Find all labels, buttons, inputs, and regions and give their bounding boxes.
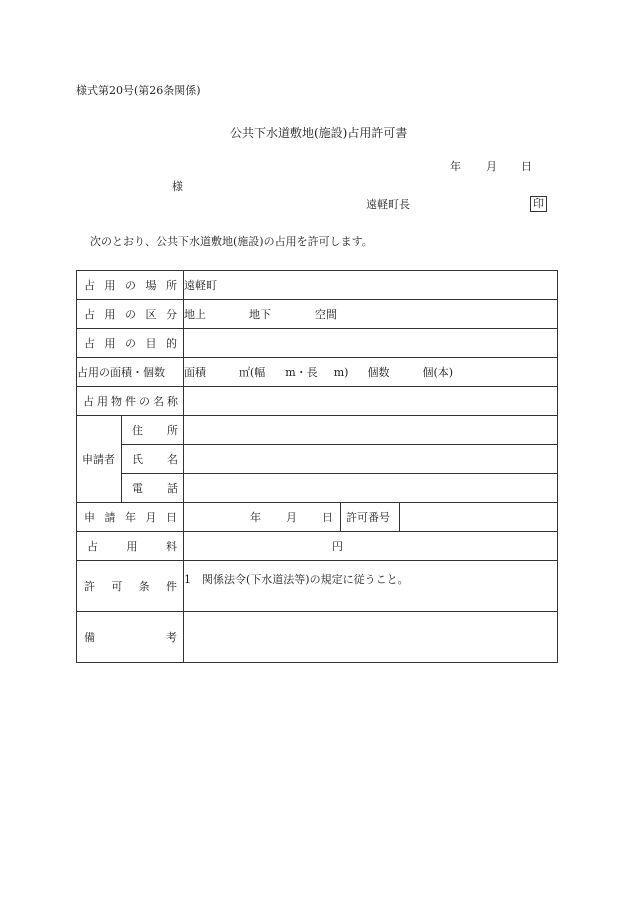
row-remarks — [77, 612, 558, 663]
location-label: 占 用 の 場 所 — [84, 279, 177, 292]
purpose-label: 占 用 の 目 的 — [84, 337, 177, 350]
object-name-label: 占 用 物 件 の 名 称 — [83, 395, 178, 408]
category-above-ground: 地上 — [184, 308, 206, 321]
row-purpose — [77, 329, 558, 358]
category-label: 占 用 の 区 分 — [84, 308, 177, 321]
fee-unit: 円 — [332, 540, 343, 553]
category-options[interactable] — [184, 300, 558, 329]
date-month: 月 — [486, 160, 497, 173]
issuer: 遠軽町長 — [366, 198, 410, 211]
row-applicant-name — [77, 445, 558, 474]
address-value[interactable] — [184, 416, 558, 445]
conditions-value[interactable]: 1 関係法令(下水道法等)の規定に従うこと。 — [184, 561, 558, 612]
row-application-date — [77, 503, 558, 532]
applicant-label: 申請者 — [77, 416, 122, 503]
object-name-value[interactable] — [184, 387, 558, 416]
area-label: 占用の面積・個数 — [77, 358, 184, 387]
location-value[interactable]: 遠軽町 — [184, 271, 558, 300]
phone-label: 電 話 — [132, 482, 178, 495]
page-title: 公共下水道敷地(施設)占用許可書 — [230, 126, 408, 140]
form-number: 様式第20号(第26条関係) — [76, 84, 201, 97]
row-applicant-phone — [77, 474, 558, 503]
remarks-label: 備 考 — [84, 631, 177, 644]
conditions-label: 許 可 条 件 — [84, 580, 177, 593]
fee-label: 占 用 料 — [87, 540, 177, 553]
row-area — [77, 358, 558, 387]
date-year: 年 — [450, 160, 461, 173]
remarks-value[interactable] — [184, 612, 558, 663]
row-category — [77, 300, 558, 329]
intro-text: 次のとおり、公共下水道敷地(施設)の占用を許可します。 — [90, 235, 373, 248]
area-value[interactable]: 面積 ㎡(幅 m・長 m) 個数 個(本) — [184, 358, 558, 387]
name-label: 氏 名 — [132, 453, 178, 466]
row-fee — [77, 532, 558, 561]
date-day: 日 — [521, 160, 532, 173]
row-object-name — [77, 387, 558, 416]
permit-number-value[interactable] — [400, 503, 558, 532]
phone-value[interactable] — [184, 474, 558, 503]
application-date-value[interactable]: 年 月 日 — [184, 503, 341, 532]
row-conditions — [77, 561, 558, 612]
fee-value[interactable] — [184, 532, 558, 561]
row-applicant-address — [77, 416, 558, 445]
application-date-label: 申 請 年 月 日 — [84, 511, 177, 524]
address-label: 住 所 — [132, 424, 178, 437]
purpose-value[interactable] — [184, 329, 558, 358]
permit-number-label: 許可番号 — [341, 503, 400, 532]
category-airspace: 空間 — [315, 308, 337, 321]
row-location — [77, 271, 558, 300]
seal-stamp: 印 — [530, 196, 547, 212]
name-value[interactable] — [184, 445, 558, 474]
permit-table — [76, 270, 558, 663]
category-underground: 地下 — [249, 308, 271, 321]
addressee-suffix: 様 — [172, 180, 183, 193]
